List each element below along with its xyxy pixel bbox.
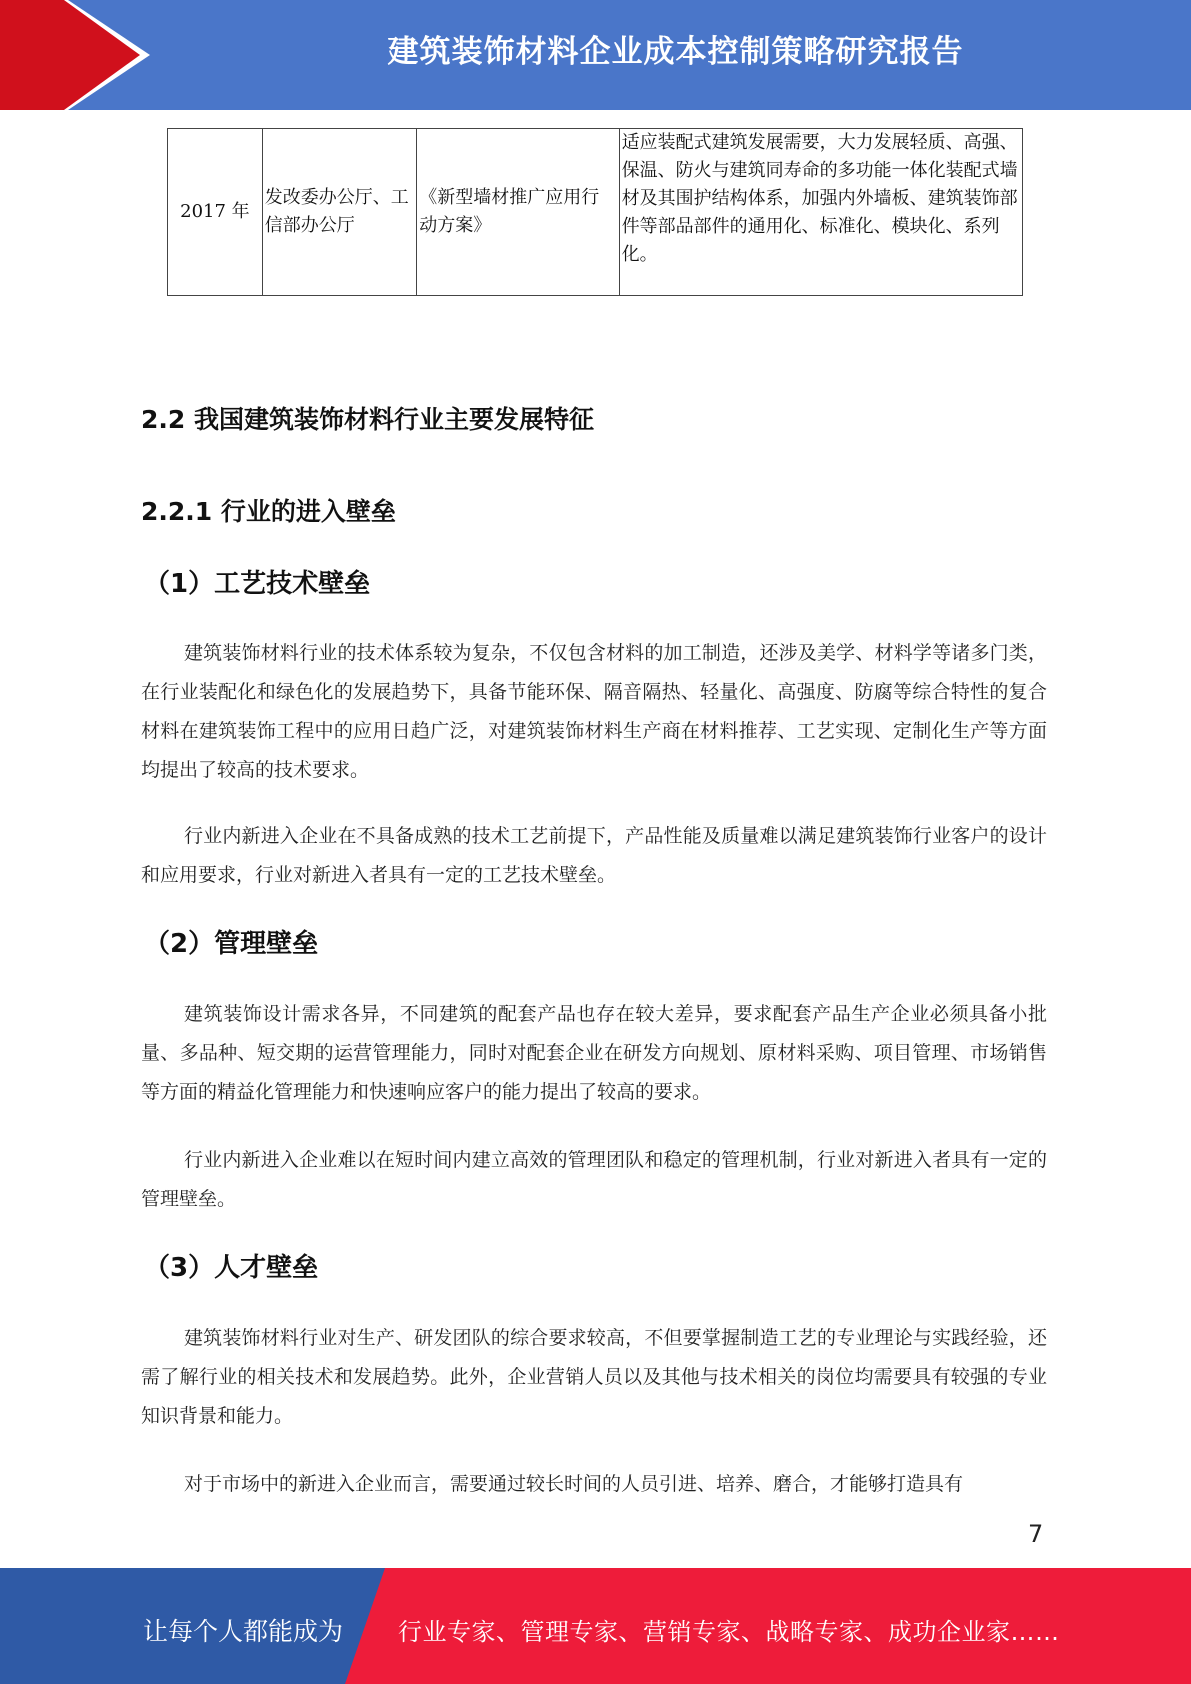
paragraph: 建筑装饰设计需求各异，不同建筑的配套产品也存在较大差异，要求配套产品生产企业必须具备小批量、多品种、短交期的运营管理能力，同时对配套企业在研发方向规划、原材料采购、项目管理、市场销售等方面的精益化管理能力和快速响应客户的能力提出了较高的要求。 — [141, 1003, 1047, 1103]
table-cell-year: 2017 年 — [168, 129, 263, 296]
table-row — [168, 129, 1023, 296]
policy-table — [167, 128, 1023, 296]
footer-slogan-right: 行业专家、管理专家、营销专家、战略专家、成功企业家…… — [398, 1618, 1060, 1646]
page-header — [0, 0, 1191, 110]
table-cell-document: 《新型墙材推广应用行动方案》 — [417, 129, 619, 296]
table-cell-content: 适应装配式建筑发展需要，大力发展轻质、高强、保温、防火与建筑同寿命的多功能一体化装配式墙材及其围护结构体系，加强内外墙板、建筑装饰部件等部品部件的通用化、标准化、模块化、系列化。 — [619, 129, 1022, 296]
paragraph: 行业内新进入企业难以在短时间内建立高效的管理团队和稳定的管理机制，行业对新进入者具有一定的管理壁垒。 — [141, 1149, 1047, 1210]
section-heading: 2.2 我国建筑装饰材料行业主要发展特征 — [141, 405, 594, 434]
subheading-management-barrier: （2）管理壁垒 — [144, 929, 319, 959]
paragraph: 行业内新进入企业在不具备成熟的技术工艺前提下，产品性能及质量难以满足建筑装饰行业客户的设计和应用要求，行业对新进入者具有一定的工艺技术壁垒。 — [141, 825, 1047, 886]
subheading-tech-barrier: （1）工艺技术壁垒 — [144, 569, 371, 599]
footer-slogan-left: 让每个人都能成为 — [143, 1617, 344, 1646]
table-cell-issuer: 发改委办公厅、工信部办公厅 — [262, 129, 417, 296]
page-number: 7 — [1028, 1520, 1044, 1548]
paragraph: 建筑装饰材料行业的技术体系较为复杂，不仅包含材料的加工制造，还涉及美学、材料学等诸多门类，在行业装配化和绿色化的发展趋势下，具备节能环保、隔音隔热、轻量化、高强度、防腐等综合特性的复合材料在建筑装饰工程中的应用日趋广泛，对建筑装饰材料生产商在材料推荐、工艺实现、定制化生产等方面均提出了较高的技术要求。 — [141, 642, 1047, 781]
subheading-talent-barrier: （3）人才壁垒 — [144, 1253, 319, 1283]
paragraph: 建筑装饰材料行业对生产、研发团队的综合要求较高，不但要掌握制造工艺的专业理论与实践经验，还需了解行业的相关技术和发展趋势。此外，企业营销人员以及其他与技术相关的岗位均需要具有较强的专业知识背景和能力。 — [141, 1327, 1047, 1427]
paragraph: 对于市场中的新进入企业而言，需要通过较长时间的人员引进、培养、磨合，才能够打造具有 — [184, 1473, 964, 1495]
subsection-heading: 2.2.1 行业的进入壁垒 — [141, 497, 396, 526]
report-title: 建筑装饰材料企业成本控制策略研究报告 — [387, 34, 964, 70]
